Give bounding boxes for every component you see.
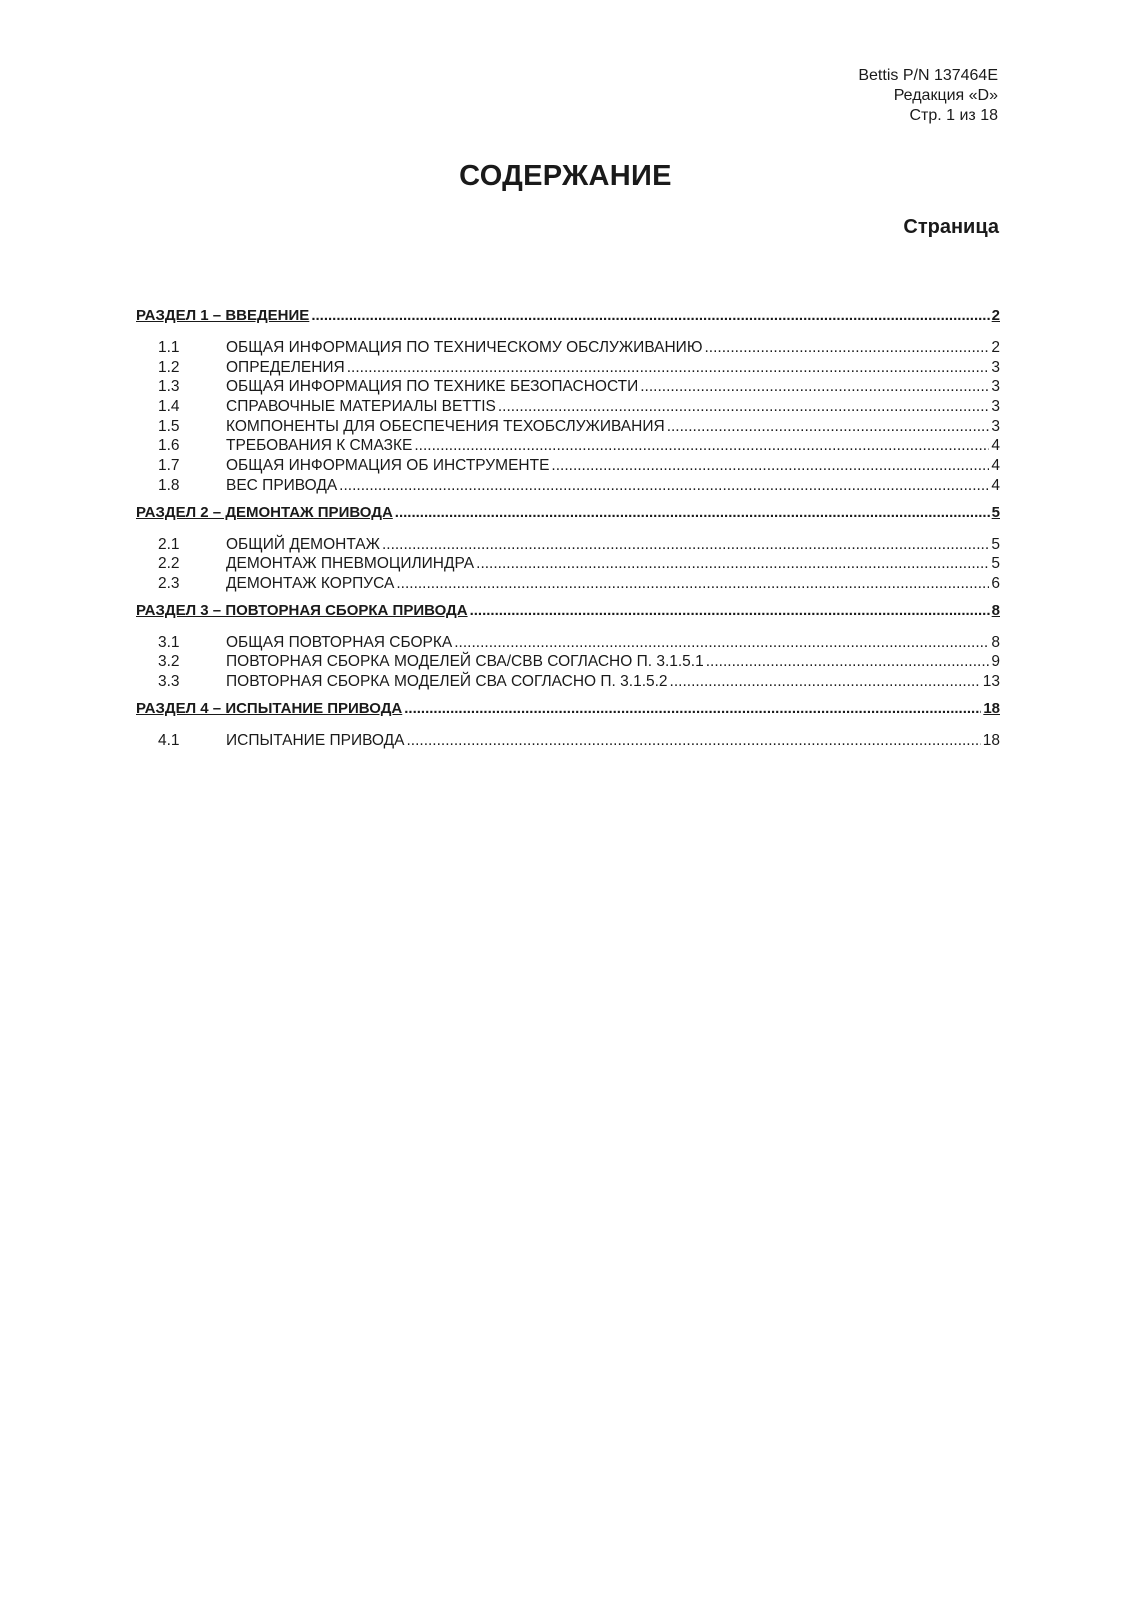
section-title: РАЗДЕЛ 1 – ВВЕДЕНИЕ: [136, 307, 310, 324]
toc-item[interactable]: [136, 652, 1000, 672]
toc-item[interactable]: [136, 338, 1000, 358]
toc-section-2[interactable]: [136, 503, 1000, 523]
item-page: 3: [991, 417, 1000, 435]
item-page: 8: [991, 633, 1000, 651]
leader-dots: [667, 417, 990, 437]
item-number: 1.1: [158, 339, 180, 356]
toc-item[interactable]: [136, 554, 1000, 574]
leader-dots: [476, 554, 989, 574]
item-number: 1.6: [158, 437, 180, 455]
item-title: ДЕМОНТАЖ КОРПУСА: [226, 574, 395, 592]
leader-dots: [339, 476, 989, 496]
leader-dots: [382, 535, 989, 555]
leader-dots: [640, 377, 989, 397]
toc-item[interactable]: [136, 377, 1000, 397]
toc-item[interactable]: [136, 476, 1000, 496]
section-page: 5: [991, 503, 1000, 521]
item-title: СПРАВОЧНЫЕ МАТЕРИАЛЫ BETTIS: [226, 398, 496, 416]
leader-dots: [551, 456, 989, 476]
item-number: 3.1: [158, 633, 180, 651]
leader-dots: [706, 652, 990, 672]
item-title: ТРЕБОВАНИЯ К СМАЗКЕ: [226, 437, 413, 455]
toc-item[interactable]: [136, 672, 1000, 692]
item-page: 13: [982, 672, 1000, 690]
item-number: 2.2: [158, 555, 180, 573]
section-page: 2: [991, 307, 1000, 324]
leader-dots: [670, 672, 981, 692]
section-title: РАЗДЕЛ 4 – ИСПЫТАНИЕ ПРИВОДА: [136, 699, 403, 717]
section-title: РАЗДЕЛ 3 – ПОВТОРНАЯ СБОРКА ПРИВОДА: [136, 601, 468, 619]
item-title: КОМПОНЕНТЫ ДЛЯ ОБЕСПЕЧЕНИЯ ТЕХОБСЛУЖИВАНИЯ: [226, 417, 665, 435]
item-title: ОБЩАЯ ИНФОРМАЦИЯ ОБ ИНСТРУМЕНТЕ: [226, 457, 550, 475]
revision: Редакция «D»: [893, 87, 998, 104]
item-title: ОБЩАЯ ИНФОРМАЦИЯ ПО ТЕХНИКЕ БЕЗОПАСНОСТИ: [226, 378, 639, 396]
leader-dots: [406, 731, 980, 751]
leader-dots: [311, 306, 989, 326]
item-title: ОБЩИЙ ДЕМОНТАЖ: [226, 535, 380, 553]
leader-dots: [396, 574, 989, 594]
section-title: РАЗДЕЛ 2 – ДЕМОНТАЖ ПРИВОДА: [136, 503, 393, 521]
item-title: ОБЩАЯ ПОВТОРНАЯ СБОРКА: [226, 633, 453, 651]
toc-item[interactable]: [136, 417, 1000, 437]
toc-section-1[interactable]: [136, 306, 1000, 326]
leader-dots: [395, 503, 990, 523]
toc-item[interactable]: [136, 731, 1000, 751]
item-page: 18: [982, 731, 1000, 749]
toc-item[interactable]: [136, 574, 1000, 594]
item-title: ИСПЫТАНИЕ ПРИВОДА: [226, 731, 405, 749]
item-page: 5: [991, 555, 1000, 573]
item-page: 3: [991, 358, 1000, 376]
page-title: СОДЕРЖАНИЕ: [459, 160, 672, 192]
toc-item[interactable]: [136, 358, 1000, 378]
item-page: 2: [991, 339, 1000, 356]
item-page: 5: [991, 535, 1000, 553]
leader-dots: [404, 699, 981, 719]
page-column-label: Страница: [903, 216, 999, 238]
leader-dots: [470, 601, 990, 621]
item-number: 2.1: [158, 535, 180, 553]
part-number: Bettis P/N 137464E: [858, 67, 998, 84]
item-title: ДЕМОНТАЖ ПНЕВМОЦИЛИНДРА: [226, 555, 475, 573]
item-title: ОПРЕДЕЛЕНИЯ: [226, 358, 345, 376]
toc-item[interactable]: [136, 633, 1000, 653]
toc-section-3[interactable]: [136, 601, 1000, 621]
item-page: 4: [991, 457, 1000, 475]
leader-dots: [454, 633, 989, 653]
item-page: 3: [991, 378, 1000, 396]
leader-dots: [498, 397, 990, 417]
item-number: 3.3: [158, 672, 180, 690]
leader-dots: [704, 338, 989, 358]
item-number: 4.1: [158, 731, 180, 749]
section-page: 8: [991, 601, 1000, 619]
page-indicator: Стр. 1 из 18: [909, 107, 998, 124]
item-title: ПОВТОРНАЯ СБОРКА МОДЕЛЕЙ СВА СОГЛАСНО П. 3.1.5.2: [226, 672, 668, 690]
item-number: 2.3: [158, 574, 180, 592]
item-number: 1.8: [158, 476, 180, 494]
toc-item[interactable]: [136, 535, 1000, 555]
toc-section-4[interactable]: [136, 699, 1000, 719]
item-number: 1.4: [158, 398, 180, 416]
item-title: ОБЩАЯ ИНФОРМАЦИЯ ПО ТЕХНИЧЕСКОМУ ОБСЛУЖИВАНИЮ: [226, 339, 703, 356]
item-number: 3.2: [158, 653, 180, 671]
toc-item[interactable]: [136, 436, 1000, 456]
toc-item[interactable]: [136, 456, 1000, 476]
item-number: 1.2: [158, 358, 180, 376]
item-page: 9: [991, 653, 1000, 671]
leader-dots: [347, 358, 990, 378]
item-number: 1.3: [158, 378, 180, 396]
item-title: ВЕС ПРИВОДА: [226, 476, 338, 494]
toc-item[interactable]: [136, 397, 1000, 417]
item-page: 6: [991, 574, 1000, 592]
item-page: 3: [991, 398, 1000, 416]
document-header: [858, 66, 998, 126]
item-page: 4: [991, 437, 1000, 455]
section-page: 18: [983, 699, 1000, 717]
leader-dots: [414, 436, 989, 456]
item-number: 1.7: [158, 457, 180, 475]
item-title: ПОВТОРНАЯ СБОРКА МОДЕЛЕЙ СВА/СВВ СОГЛАСНО П. 3.1.5.1: [226, 653, 704, 671]
table-of-contents: [136, 306, 1000, 750]
item-number: 1.5: [158, 417, 180, 435]
item-page: 4: [991, 476, 1000, 494]
